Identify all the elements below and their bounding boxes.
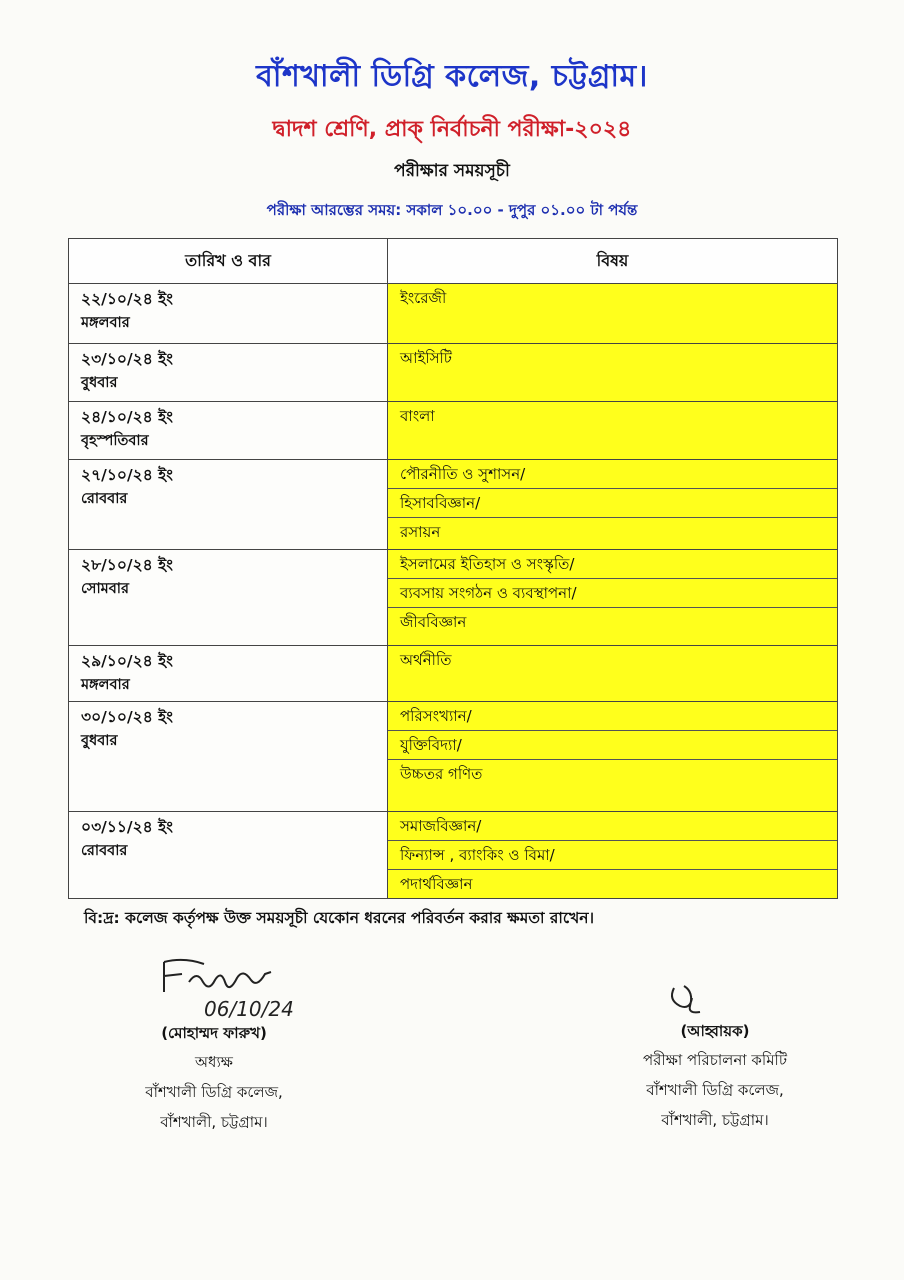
exam-date: ২৩/১০/২৪ ইং <box>81 350 173 368</box>
table-row <box>69 550 838 646</box>
subject-cell <box>388 812 838 899</box>
subject-name: ফিন্যান্স , ব্যাংকিং ও বিমা/ <box>388 841 837 870</box>
table-row <box>69 812 838 899</box>
table-header-row <box>69 239 838 284</box>
table-row <box>69 646 838 702</box>
exam-day: মঙ্গলবার <box>81 315 130 331</box>
subject-name: পরিসংখ্যান/ <box>388 702 837 731</box>
exam-day: সোমবার <box>81 581 129 597</box>
subject-name: যুক্তিবিদ্যা/ <box>388 731 837 760</box>
college-title: বাঁশখালী ডিগ্রি কলেজ, চট্টগ্রাম। <box>256 59 648 94</box>
principal-place: বাঁশখালী, চট্টগ্রাম। <box>160 1113 268 1131</box>
date-cell <box>69 646 388 702</box>
subject-name: রসায়ন <box>400 523 441 541</box>
subject-cell <box>388 550 838 646</box>
subject-cell <box>388 460 838 550</box>
subject-name: উচ্চতর গণিত <box>400 765 483 783</box>
exam-date: ২৭/১০/২৪ ইং <box>81 466 173 484</box>
exam-date: ২৯/১০/২৪ ইং <box>81 652 173 670</box>
convener-signature <box>662 980 722 1020</box>
principal-name: (মোহাম্মদ ফারুখ) <box>161 1024 267 1042</box>
subject-name: জীববিজ্ঞান <box>400 613 467 631</box>
subject-name: অর্থনীতি <box>400 651 452 669</box>
exam-date: ২৮/১০/২৪ ইং <box>81 556 173 574</box>
table-row <box>69 702 838 812</box>
subject-name: হিসাববিজ্ঞান/ <box>388 489 837 518</box>
exam-time: পরীক্ষা আরম্ভের সময়: সকাল ১০.০০ - দুপুর ০১.০০ টা পর্যন্ত <box>266 201 638 219</box>
subject-name: পদার্থবিজ্ঞান <box>400 875 473 893</box>
subject-name: বাংলা <box>400 407 435 425</box>
table-row <box>69 284 838 344</box>
schedule-table <box>68 238 838 899</box>
exam-day: বৃহস্পতিবার <box>81 433 149 449</box>
date-column-header: তারিখ ও বার <box>69 239 388 284</box>
principal-signature <box>144 952 304 1022</box>
subject-name: পৌরনীতি ও সুশাসন/ <box>388 460 837 489</box>
exam-day: রোববার <box>81 843 128 859</box>
exam-day: রোববার <box>81 491 128 507</box>
subject-cell <box>388 646 838 702</box>
subject-cell <box>388 402 838 460</box>
date-cell <box>69 550 388 646</box>
exam-title: দ্বাদশ শ্রেণি, প্রাক্ নির্বাচনী পরীক্ষা-২০২৪ <box>272 117 632 142</box>
exam-day: মঙ্গলবার <box>81 677 130 693</box>
footnote: বি:দ্র: কলেজ কর্তৃপক্ষ উক্ত সময়সূচী যেকোন ধরনের পরিবর্তন করার ক্ষমতা রাখেন। <box>84 909 595 927</box>
date-cell <box>69 402 388 460</box>
subject-name: ব্যবসায় সংগঠন ও ব্যবস্থাপনা/ <box>388 579 837 608</box>
principal-title: অধ্যক্ষ <box>195 1053 233 1071</box>
exam-date: ২৪/১০/২৪ ইং <box>81 408 173 426</box>
subject-column-header: বিষয় <box>388 239 838 284</box>
date-cell <box>69 702 388 812</box>
exam-date: ৩০/১০/২৪ ইং <box>81 708 173 726</box>
signature-date: 06/10/24 <box>204 997 294 1021</box>
principal-signature-block <box>104 952 324 1137</box>
subject-name: ইসলামের ইতিহাস ও সংস্কৃতি/ <box>388 550 837 579</box>
subject-name: সমাজবিজ্ঞান/ <box>388 812 837 841</box>
exam-day: বুধবার <box>81 375 118 391</box>
date-cell <box>69 284 388 344</box>
convener-org: বাঁশখালী ডিগ্রি কলেজ, <box>646 1081 784 1099</box>
exam-date: ২২/১০/২৪ ইং <box>81 290 173 308</box>
table-row <box>69 344 838 402</box>
convener-signature-block <box>600 980 830 1135</box>
date-cell <box>69 460 388 550</box>
subject-name: ইংরেজী <box>400 289 447 307</box>
date-cell <box>69 812 388 899</box>
subject-cell <box>388 702 838 812</box>
exam-day: বুধবার <box>81 733 118 749</box>
exam-date: ০৩/১১/২৪ ইং <box>81 818 173 836</box>
principal-org: বাঁশখালী ডিগ্রি কলেজ, <box>145 1083 283 1101</box>
convener-place: বাঁশখালী, চট্টগ্রাম। <box>661 1111 769 1129</box>
table-row <box>69 460 838 550</box>
subject-cell <box>388 284 838 344</box>
subject-cell <box>388 344 838 402</box>
schedule-title: পরীক্ষার সময়সূচী <box>394 161 510 181</box>
subject-name: আইসিটি <box>400 349 452 367</box>
convener-title: পরীক্ষা পরিচালনা কমিটি <box>643 1051 787 1069</box>
table-row <box>69 402 838 460</box>
date-cell <box>69 344 388 402</box>
convener-name: (আহ্বায়ক) <box>680 1022 750 1040</box>
